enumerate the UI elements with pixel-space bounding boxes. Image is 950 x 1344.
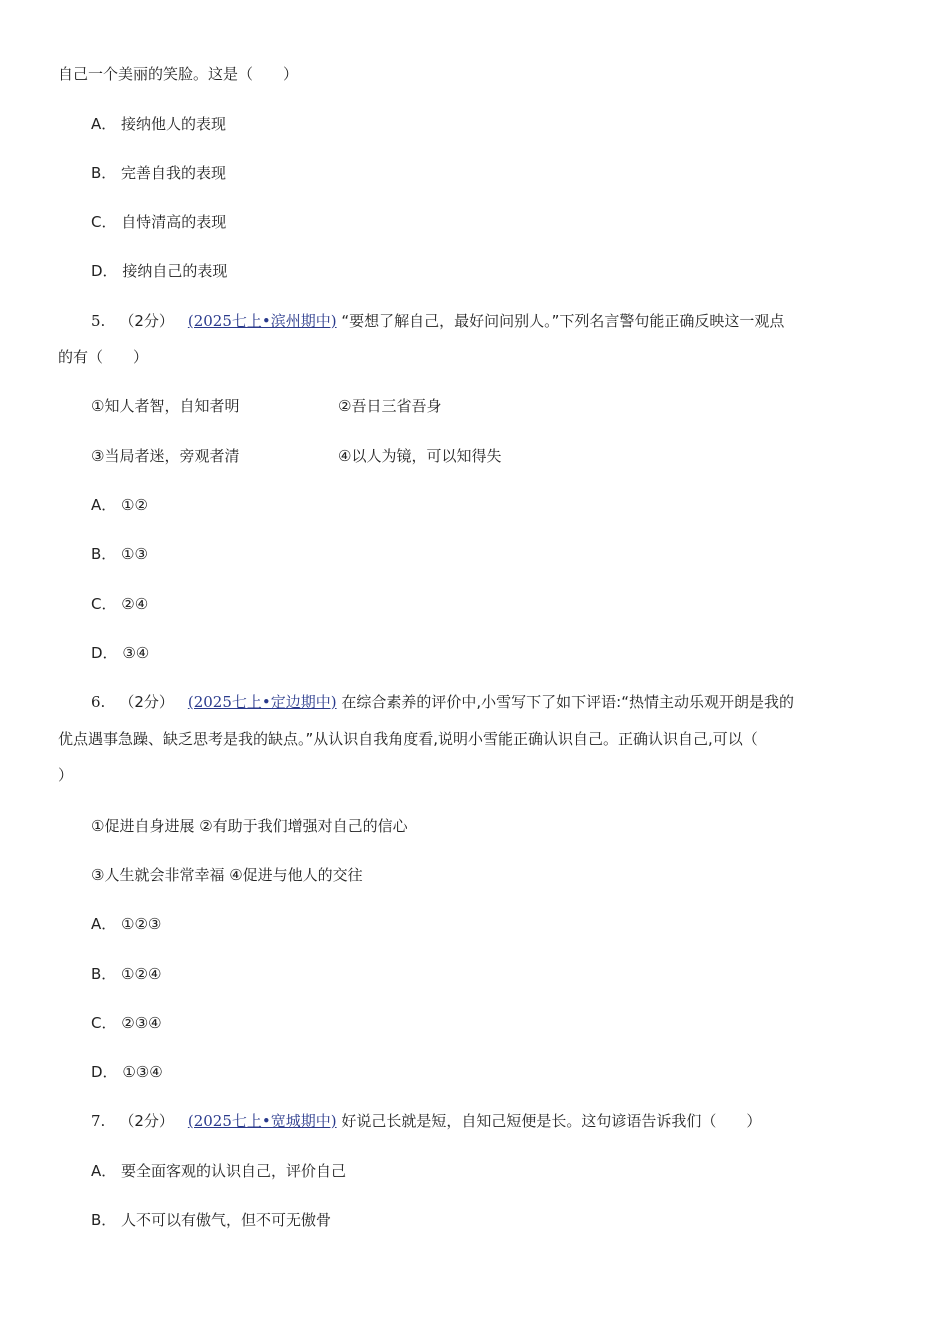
q6-option-c[interactable]: C． ②③④ xyxy=(91,1014,162,1032)
q5-item-2: ②吾日三省吾身 xyxy=(338,397,442,415)
q5-item-3: ③当局者迷，旁观者清 xyxy=(91,447,240,465)
q6-score: （2分） xyxy=(119,693,174,711)
q5-stem-line1 xyxy=(91,310,784,332)
q6-option-d[interactable]: D． ①③④ xyxy=(91,1063,163,1081)
q7-option-b[interactable]: B． 人不可以有傲气，但不可无傲骨 xyxy=(91,1211,332,1229)
q5-stem-text: “要想了解自己，最好问问别人。”下列名言警句能正确反映这一观点 xyxy=(341,312,785,330)
q7-stem-text: 好说己长就是短，自知己短便是长。这句谚语告诉我们（ ） xyxy=(341,1112,762,1130)
q5-score: （2分） xyxy=(119,312,174,330)
q5-stem-line2: 的有（ ） xyxy=(58,348,149,366)
q5-items-row2 xyxy=(91,445,501,467)
q5-option-c[interactable]: C． ②④ xyxy=(91,595,149,613)
q6-stem-line3: ） xyxy=(58,766,74,784)
q4-option-c[interactable]: C． 自恃清高的表现 xyxy=(91,213,227,231)
q5-items-row1 xyxy=(91,395,441,417)
q6-option-a[interactable]: A． ①②③ xyxy=(91,915,162,933)
q5-number: 5. xyxy=(91,312,106,330)
q4-stem-tail: 自己一个美丽的笑脸。这是（ ） xyxy=(58,65,299,83)
q4-option-a[interactable]: A． 接纳他人的表现 xyxy=(91,115,227,133)
q5-option-d[interactable]: D． ③④ xyxy=(91,644,150,662)
q6-items-row2: ③人生就会非常幸福 ④促进与他人的交往 xyxy=(91,866,363,884)
q7-stem xyxy=(91,1110,761,1132)
q6-option-b[interactable]: B． ①②④ xyxy=(91,965,162,983)
q6-items-row1: ①促进自身进展 ②有助于我们增强对自己的信心 xyxy=(91,817,408,835)
q6-stem-line2: 优点遇事急躁、缺乏思考是我的缺点。”从认识自我角度看,说明小雪能正确认识自己。正确认识自己,可以（ xyxy=(58,730,758,748)
q5-option-b[interactable]: B． ①③ xyxy=(91,545,148,563)
q6-number: 6. xyxy=(91,693,106,711)
q7-score: （2分） xyxy=(119,1112,174,1130)
q6-source-link[interactable]: (2025七上•定边期中) xyxy=(187,693,337,711)
q6-stem-text: 在综合素养的评价中,小雪写下了如下评语:“热情主动乐观开朗是我的 xyxy=(341,693,794,711)
q4-option-d[interactable]: D． 接纳自己的表现 xyxy=(91,262,228,280)
q5-source-link[interactable]: (2025七上•滨州期中) xyxy=(187,312,337,330)
q4-option-b[interactable]: B． 完善自我的表现 xyxy=(91,164,227,182)
q5-item-1: ①知人者智，自知者明 xyxy=(91,397,240,415)
q6-stem-line1 xyxy=(91,691,794,713)
q5-option-a[interactable]: A． ①② xyxy=(91,496,148,514)
q5-item-4: ④以人为镜，可以知得失 xyxy=(338,447,502,465)
q7-number: 7. xyxy=(91,1112,106,1130)
q7-source-link[interactable]: (2025七上•宽城期中) xyxy=(187,1112,337,1130)
q7-option-a[interactable]: A． 要全面客观的认识自己，评价自己 xyxy=(91,1162,347,1180)
